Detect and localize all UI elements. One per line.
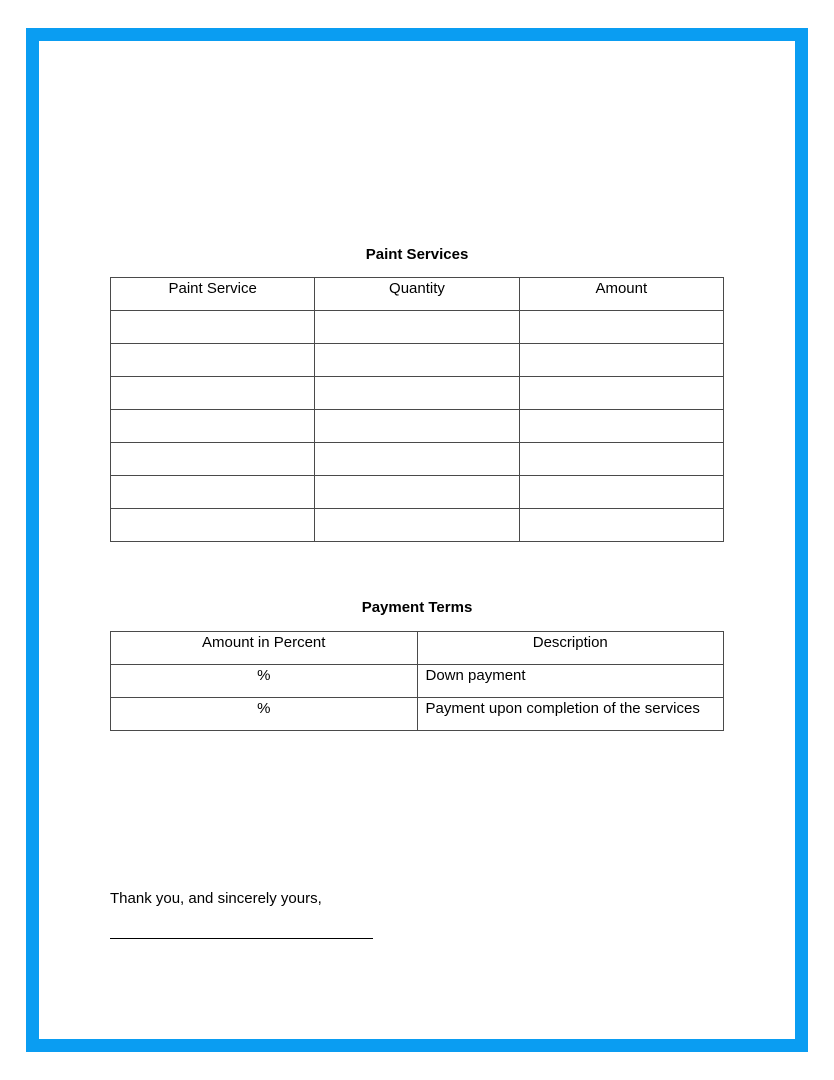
cell-amount[interactable]: [519, 410, 723, 443]
cell-amount[interactable]: [519, 377, 723, 410]
header-paint-service: Paint Service: [111, 278, 315, 311]
cell-paint-service[interactable]: [111, 443, 315, 476]
cell-quantity[interactable]: [315, 344, 519, 377]
cell-amount[interactable]: [519, 476, 723, 509]
table-row: [111, 698, 724, 731]
header-description: Description: [417, 632, 724, 665]
table-row: [111, 344, 724, 377]
cell-paint-service[interactable]: [111, 377, 315, 410]
table-row: [111, 665, 724, 698]
services-title: Paint Services: [365, 246, 469, 263]
cell-description: Payment upon completion of the services: [417, 698, 724, 731]
cell-amount[interactable]: [519, 509, 723, 542]
table-row: [111, 410, 724, 443]
table-row: [111, 311, 724, 344]
header-quantity: Quantity: [315, 278, 519, 311]
cell-paint-service[interactable]: [111, 344, 315, 377]
cell-description: Down payment: [417, 665, 724, 698]
cell-paint-service[interactable]: [111, 410, 315, 443]
table-row: [111, 476, 724, 509]
signature-line[interactable]: [110, 938, 373, 939]
closing-text: Thank you, and sincerely yours,: [110, 890, 322, 907]
cell-quantity[interactable]: [315, 443, 519, 476]
cell-quantity[interactable]: [315, 476, 519, 509]
table-row: [111, 443, 724, 476]
services-table: [110, 277, 724, 542]
cell-quantity[interactable]: [315, 410, 519, 443]
cell-quantity[interactable]: [315, 509, 519, 542]
table-row: [111, 377, 724, 410]
cell-amount[interactable]: [519, 311, 723, 344]
terms-header-row: [111, 632, 724, 665]
terms-title: Payment Terms: [361, 599, 473, 616]
cell-quantity[interactable]: [315, 377, 519, 410]
cell-percent[interactable]: %: [111, 698, 418, 731]
services-header-row: [111, 278, 724, 311]
cell-paint-service[interactable]: [111, 509, 315, 542]
header-amount: Amount: [519, 278, 723, 311]
table-row: [111, 509, 724, 542]
cell-amount[interactable]: [519, 344, 723, 377]
header-amount-percent: Amount in Percent: [111, 632, 418, 665]
payment-terms-table: [110, 631, 724, 731]
cell-amount[interactable]: [519, 443, 723, 476]
cell-paint-service[interactable]: [111, 311, 315, 344]
cell-paint-service[interactable]: [111, 476, 315, 509]
cell-quantity[interactable]: [315, 311, 519, 344]
cell-percent[interactable]: %: [111, 665, 418, 698]
